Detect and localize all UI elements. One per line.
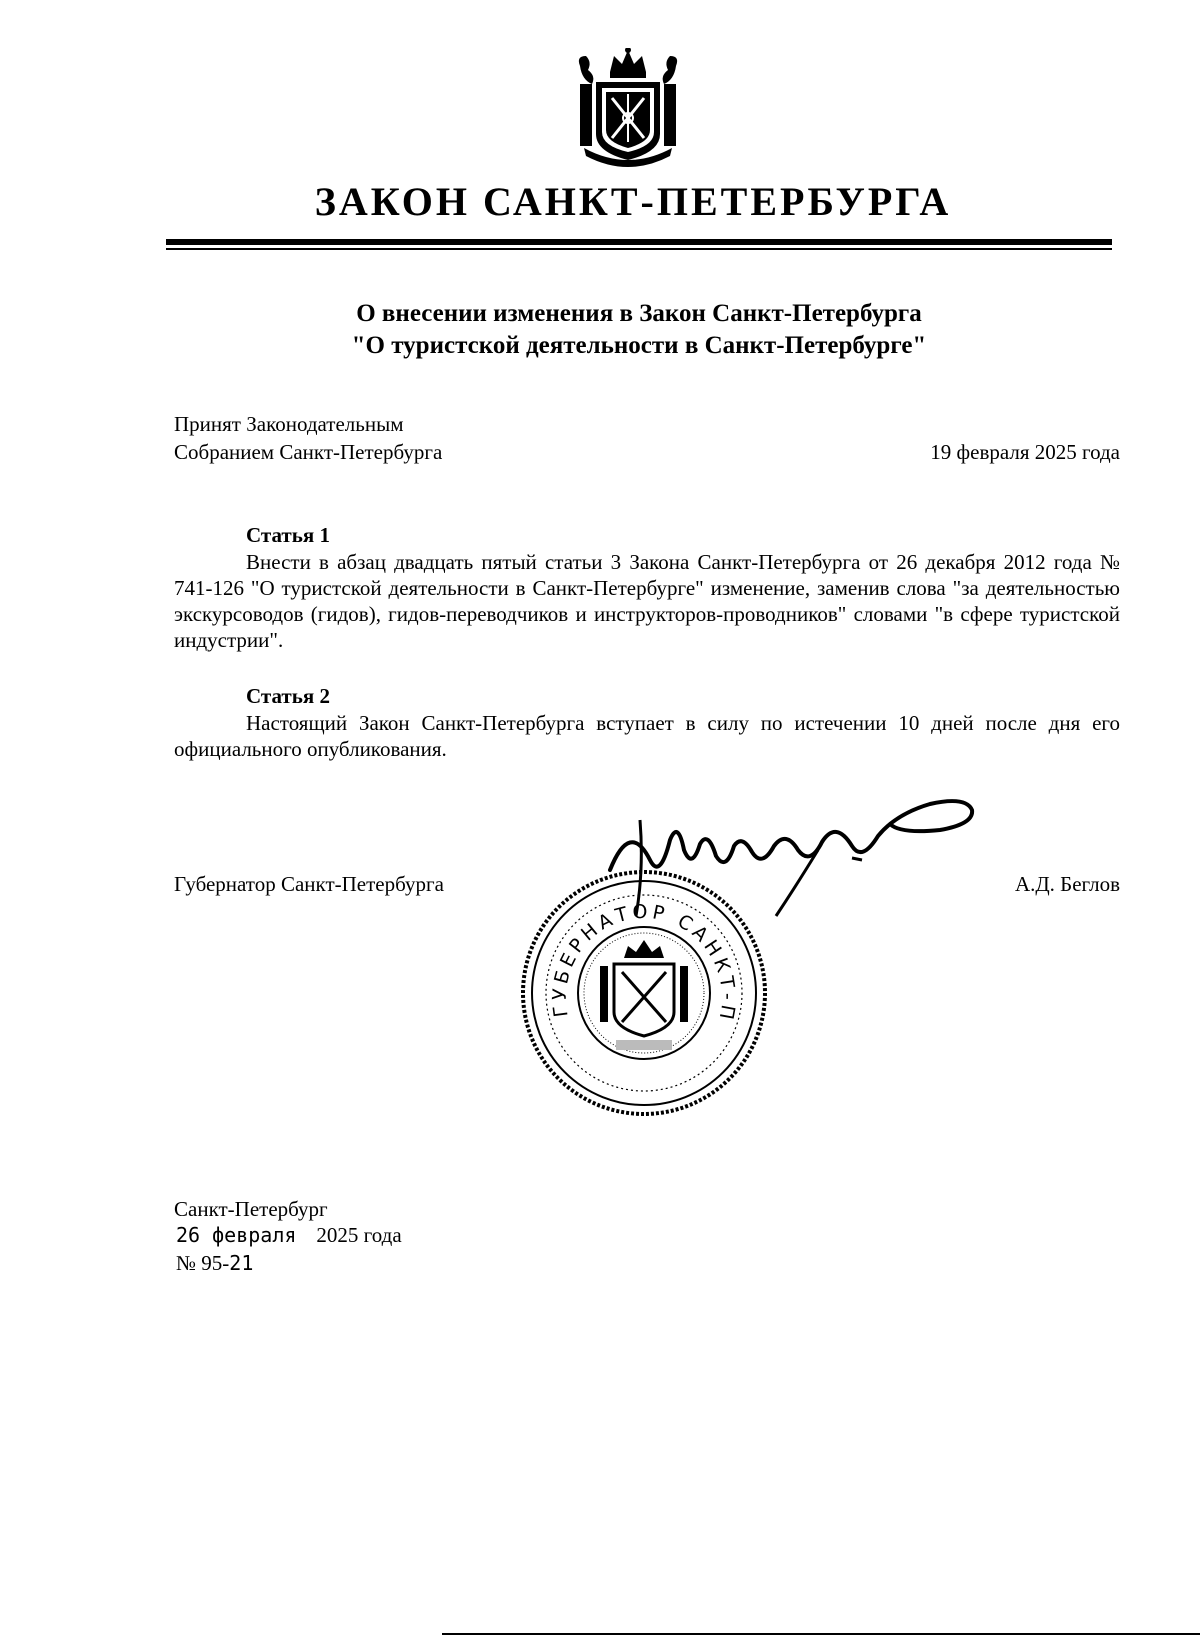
footer-year: 2025 года xyxy=(316,1223,402,1247)
article-1-body: Внести в абзац двадцать пятый статьи 3 Закона Санкт-Петербурга от 26 декабря 2012 года № 741-126 "О туристской деятельности в Санкт-Петербурге" изменение, заменив слова "за деятельностью экскурсоводов (гидов), гидов-переводчиков и инструкторов-проводников" словами "в сфере туристской индустрии". xyxy=(174,550,1120,652)
article-2-text xyxy=(174,710,1120,762)
article-2-heading: Статья 2 xyxy=(246,684,330,708)
adoption-line-1: Принят Законодательным xyxy=(174,412,404,436)
document-title: ЗАКОН САНКТ-ПЕТЕРБУРГА xyxy=(314,179,952,224)
law-subject xyxy=(166,298,1112,362)
title-divider-thick xyxy=(166,239,1112,245)
footer-number-prefix: № 95- xyxy=(176,1251,230,1275)
footer-date xyxy=(176,1223,402,1248)
handwritten-signature-icon xyxy=(600,790,1000,925)
seal-text: ГУБЕРНАТОР САНКТ-П xyxy=(548,900,740,1025)
article-1-heading: Статья 1 xyxy=(246,523,330,547)
adoption-date: 19 февраля 2025 года xyxy=(930,440,1120,464)
footer-number-suffix: 21 xyxy=(229,1251,254,1275)
governor-position: Губернатор Санкт-Петербурга xyxy=(174,872,444,896)
article-2-body: Настоящий Закон Санкт-Петербурга вступает в силу по истечении 10 дней после дня его официального опубликования. xyxy=(174,711,1120,761)
law-subject-line-2: "О туристской деятельности в Санкт-Петербурге" xyxy=(351,332,927,359)
coat-of-arms-icon xyxy=(574,48,682,172)
governor-name: А.Д. Беглов xyxy=(1014,872,1120,896)
footer-day-month: 26 февраля xyxy=(176,1223,297,1247)
law-subject-line-1: О внесении изменения в Закон Санкт-Петербурга xyxy=(356,300,922,327)
article-1-text xyxy=(174,549,1120,653)
footer-number xyxy=(176,1251,253,1276)
adoption-line-2: Собранием Санкт-Петербурга xyxy=(174,440,443,464)
title-divider-thin xyxy=(166,248,1112,250)
footer-city: Санкт-Петербург xyxy=(174,1197,328,1221)
